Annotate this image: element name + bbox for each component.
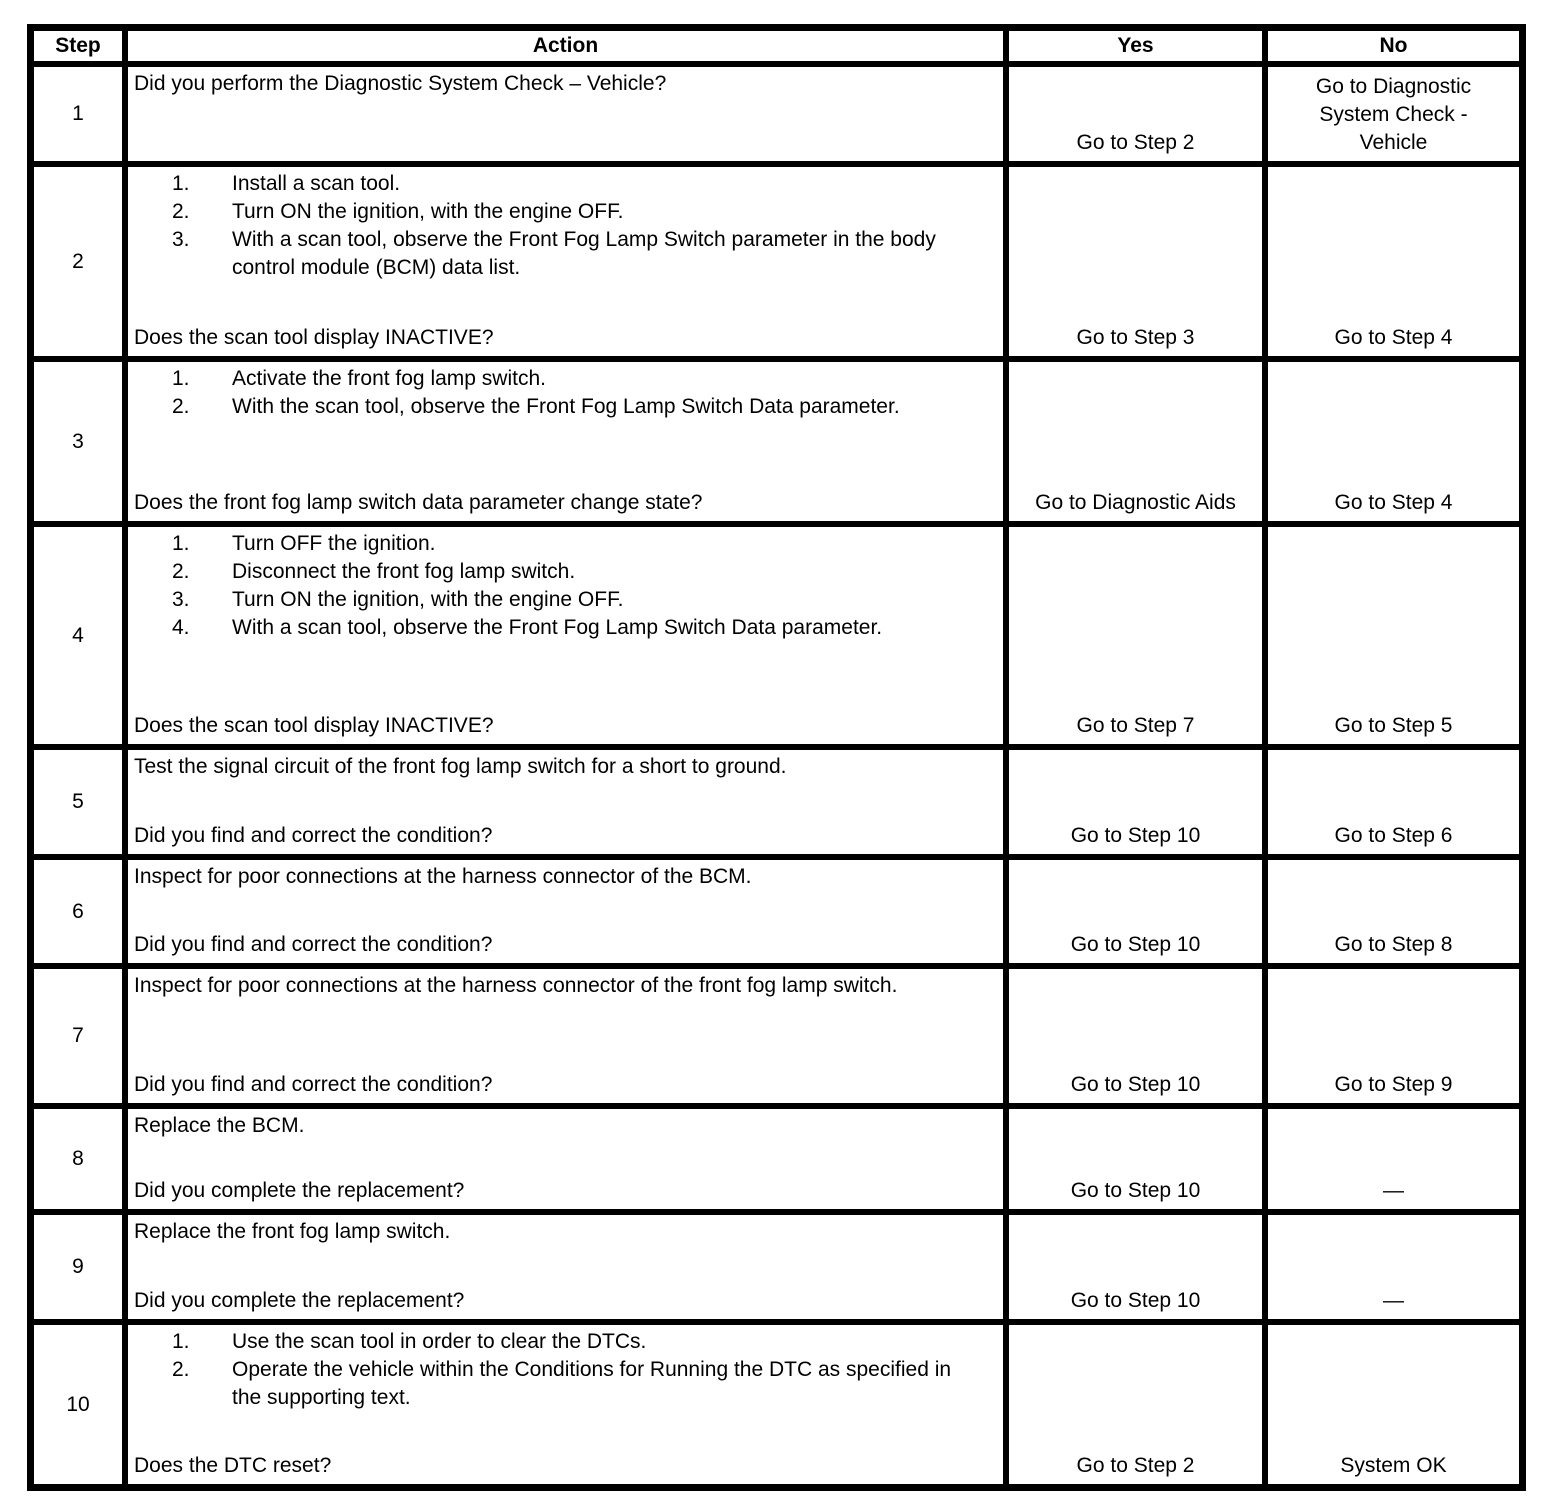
step-number: 7	[34, 969, 122, 1103]
step-number: 6	[34, 860, 122, 963]
list-item	[134, 1328, 995, 1356]
no-text: Go to Step 6	[1334, 824, 1453, 847]
list-item	[134, 586, 995, 614]
header-step: Step	[34, 31, 122, 61]
yes-cell	[1009, 1325, 1262, 1484]
action-question: Does the DTC reset?	[134, 1454, 332, 1477]
action-question: Does the front fog lamp switch data parameter change state?	[134, 491, 703, 514]
no-dash: —	[1383, 1179, 1404, 1202]
list-item-text: Turn OFF the ignition.	[232, 532, 436, 555]
list-item-number: 4.	[172, 616, 190, 639]
no-cell	[1268, 527, 1519, 744]
action-text: Did you perform the Diagnostic System Check – Vehicle?	[134, 72, 667, 95]
header-no: No	[1268, 31, 1519, 61]
action-cell	[128, 362, 1003, 521]
action-cell	[128, 1325, 1003, 1484]
list-item	[134, 226, 995, 282]
step-number: 5	[34, 750, 122, 854]
list-item	[134, 1356, 995, 1412]
yes-cell	[1009, 750, 1262, 854]
list-item-text: Disconnect the front fog lamp switch.	[232, 560, 576, 583]
list-item-text: Use the scan tool in order to clear the DTCs.	[232, 1330, 647, 1353]
action-cell	[128, 67, 1003, 161]
list-item-text: Operate the vehicle within the Conditions for Running the DTC as specified in the supporting text.	[232, 1358, 952, 1409]
yes-cell	[1009, 67, 1262, 161]
yes-text: Go to Step 10	[1070, 1073, 1201, 1096]
no-text: Go to Diagnostic System Check - Vehicle	[1315, 75, 1472, 154]
header-action: Action	[128, 31, 1003, 61]
list-item	[134, 393, 995, 421]
yes-cell	[1009, 860, 1262, 963]
action-steps	[134, 530, 995, 642]
step-number: 1	[34, 67, 122, 161]
yes-cell	[1009, 167, 1262, 356]
no-text: Go to Step 5	[1334, 714, 1453, 737]
step-number: 4	[34, 527, 122, 744]
action-cell	[128, 969, 1003, 1103]
no-cell	[1268, 1109, 1519, 1209]
no-cell	[1268, 1325, 1519, 1484]
yes-text: Go to Step 7	[1076, 714, 1195, 737]
yes-cell	[1009, 1109, 1262, 1209]
action-question: Did you complete the replacement?	[134, 1179, 465, 1202]
action-cell	[128, 167, 1003, 356]
no-text: Go to Step 8	[1334, 933, 1453, 956]
no-text: Go to Step 4	[1334, 326, 1453, 349]
yes-text: Go to Step 2	[1076, 1454, 1195, 1477]
action-question: Did you find and correct the condition?	[134, 1073, 493, 1096]
action-text: Inspect for poor connections at the harness connector of the BCM.	[134, 865, 752, 888]
list-item-number: 2.	[172, 1358, 190, 1381]
list-item-text: With the scan tool, observe the Front Fog Lamp Switch Data parameter.	[232, 395, 900, 418]
step-number: 10	[34, 1325, 122, 1484]
action-question: Does the scan tool display INACTIVE?	[134, 326, 494, 349]
action-steps	[134, 1328, 995, 1412]
yes-cell	[1009, 969, 1262, 1103]
yes-cell	[1009, 362, 1262, 521]
action-text: Replace the BCM.	[134, 1114, 305, 1137]
action-text: Inspect for poor connections at the harness connector of the front fog lamp switch.	[134, 974, 898, 997]
no-dash: —	[1383, 1289, 1404, 1312]
no-text: Go to Step 4	[1334, 491, 1453, 514]
list-item	[134, 614, 995, 642]
no-cell	[1268, 67, 1519, 161]
list-item-number: 1.	[172, 1330, 190, 1353]
list-item-number: 2.	[172, 395, 190, 418]
list-item-text: With a scan tool, observe the Front Fog Lamp Switch parameter in the body control module (BCM) data list.	[232, 228, 936, 279]
list-item	[134, 530, 995, 558]
yes-text: Go to Step 3	[1076, 326, 1195, 349]
list-item-text: With a scan tool, observe the Front Fog Lamp Switch Data parameter.	[232, 616, 883, 639]
list-item-text: Turn ON the ignition, with the engine OFF.	[232, 200, 624, 223]
list-item-text: Activate the front fog lamp switch.	[232, 367, 546, 390]
action-steps	[134, 365, 995, 421]
no-cell	[1268, 860, 1519, 963]
step-number: 3	[34, 362, 122, 521]
yes-text: Go to Step 10	[1070, 1289, 1201, 1312]
yes-cell	[1009, 527, 1262, 744]
action-cell	[128, 527, 1003, 744]
yes-text: Go to Step 10	[1070, 824, 1201, 847]
list-item-number: 1.	[172, 172, 190, 195]
action-question: Did you complete the replacement?	[134, 1289, 465, 1312]
step-number: 8	[34, 1109, 122, 1209]
yes-cell	[1009, 1215, 1262, 1319]
list-item	[134, 170, 995, 198]
list-item	[134, 198, 995, 226]
yes-text: Go to Diagnostic Aids	[1035, 491, 1236, 514]
yes-text: Go to Step 10	[1070, 1179, 1201, 1202]
list-item-number: 2.	[172, 200, 190, 223]
action-text: Test the signal circuit of the front fog lamp switch for a short to ground.	[134, 755, 787, 778]
action-question: Did you find and correct the condition?	[134, 933, 493, 956]
list-item-number: 1.	[172, 367, 190, 390]
step-number: 9	[34, 1215, 122, 1319]
list-item-number: 3.	[172, 588, 190, 611]
no-cell	[1268, 167, 1519, 356]
action-question: Did you find and correct the condition?	[134, 824, 493, 847]
action-cell	[128, 1215, 1003, 1319]
action-steps	[134, 170, 995, 282]
action-text: Replace the front fog lamp switch.	[134, 1220, 451, 1243]
yes-text: Go to Step 10	[1070, 933, 1201, 956]
list-item	[134, 365, 995, 393]
action-cell	[128, 1109, 1003, 1209]
header-yes: Yes	[1009, 31, 1262, 61]
list-item-number: 3.	[172, 228, 190, 251]
no-cell	[1268, 969, 1519, 1103]
no-cell	[1268, 750, 1519, 854]
diagnostic-table	[27, 24, 1526, 1491]
action-question: Does the scan tool display INACTIVE?	[134, 714, 494, 737]
list-item-text: Turn ON the ignition, with the engine OFF.	[232, 588, 624, 611]
no-cell	[1268, 362, 1519, 521]
list-item	[134, 558, 995, 586]
list-item-text: Install a scan tool.	[232, 172, 401, 195]
no-cell	[1268, 1215, 1519, 1319]
action-cell	[128, 750, 1003, 854]
no-text: Go to Step 9	[1334, 1073, 1453, 1096]
action-cell	[128, 860, 1003, 963]
yes-text: Go to Step 2	[1076, 131, 1195, 154]
step-number: 2	[34, 167, 122, 356]
list-item-number: 1.	[172, 532, 190, 555]
no-text: System OK	[1340, 1454, 1447, 1477]
list-item-number: 2.	[172, 560, 190, 583]
